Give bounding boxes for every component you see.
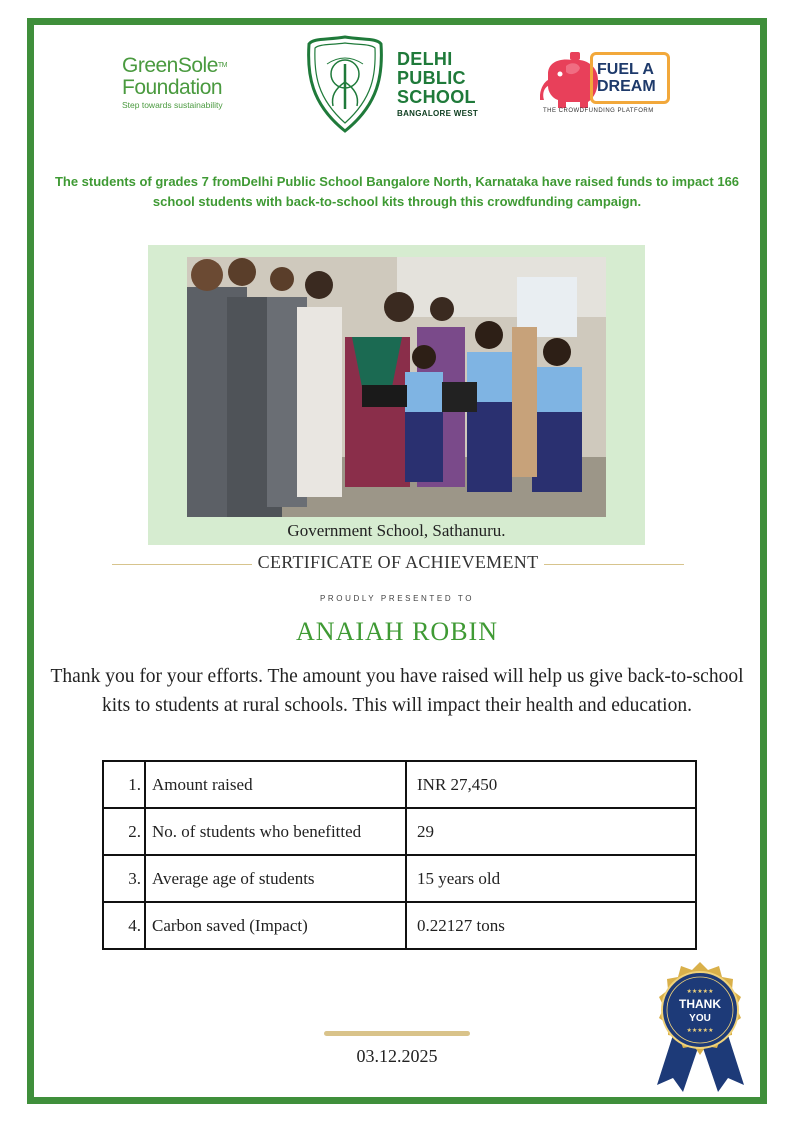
fuel-a-dream-tagline: THE CROWDFUNDING PLATFORM <box>543 108 654 114</box>
certificate-date: 03.12.2025 <box>356 1046 438 1066</box>
photo-illustration <box>187 257 606 517</box>
dps-logo <box>305 34 505 134</box>
table-row: 1. Amount raised INR 27,450 <box>103 761 696 808</box>
school-photo <box>187 257 606 517</box>
svg-text:★★★★★: ★★★★★ <box>686 1027 714 1034</box>
greensole-name: GreenSole™ Foundation <box>122 54 228 99</box>
presented-to-label: PROUDLY PRESENTED TO <box>319 594 475 603</box>
thank-you-badge <box>643 960 758 1095</box>
rosette-icon <box>643 960 758 1095</box>
badge-line1: THANK <box>679 997 721 1011</box>
svg-text:★★★★★: ★★★★★ <box>686 988 714 995</box>
certificate-title-row <box>112 552 684 576</box>
intro-text: The students of grades 7 fromDelhi Public School Bangalore North, Karnataka have raised funds to impact 166 school students with back-to-school kits through this crowdfunding campaign. <box>54 174 740 209</box>
greensole-tagline: Step towards sustainability <box>122 100 223 110</box>
table-row: 3. Average age of students 15 years old <box>103 855 696 902</box>
fuel-a-dream-logo <box>540 52 680 122</box>
table-row: 2. No. of students who benefitted 29 <box>103 808 696 855</box>
recipient-name: ANAIAH ROBIN <box>296 617 498 646</box>
fuel-a-dream-wordbox: FUEL A DREAM <box>590 52 670 104</box>
thank-you-message: Thank you for your efforts. The amount you have raised will help us give back-to-school kits to students at rural schools. This will impact their health and education. <box>50 666 744 716</box>
greensole-logo <box>122 55 252 110</box>
certificate-title: CERTIFICATE OF ACHIEVEMENT <box>252 552 545 572</box>
table-row: 4. Carbon saved (Impact) 0.22127 tons <box>103 902 696 949</box>
signature-line <box>324 1031 470 1036</box>
photo-caption: Government School, Sathanuru. <box>287 521 506 540</box>
impact-table <box>102 760 697 950</box>
dps-crest-icon <box>305 34 385 134</box>
dps-wordmark: DELHI PUBLIC SCHOOL BANGALORE WEST <box>397 49 479 118</box>
badge-line2: YOU <box>689 1013 711 1024</box>
